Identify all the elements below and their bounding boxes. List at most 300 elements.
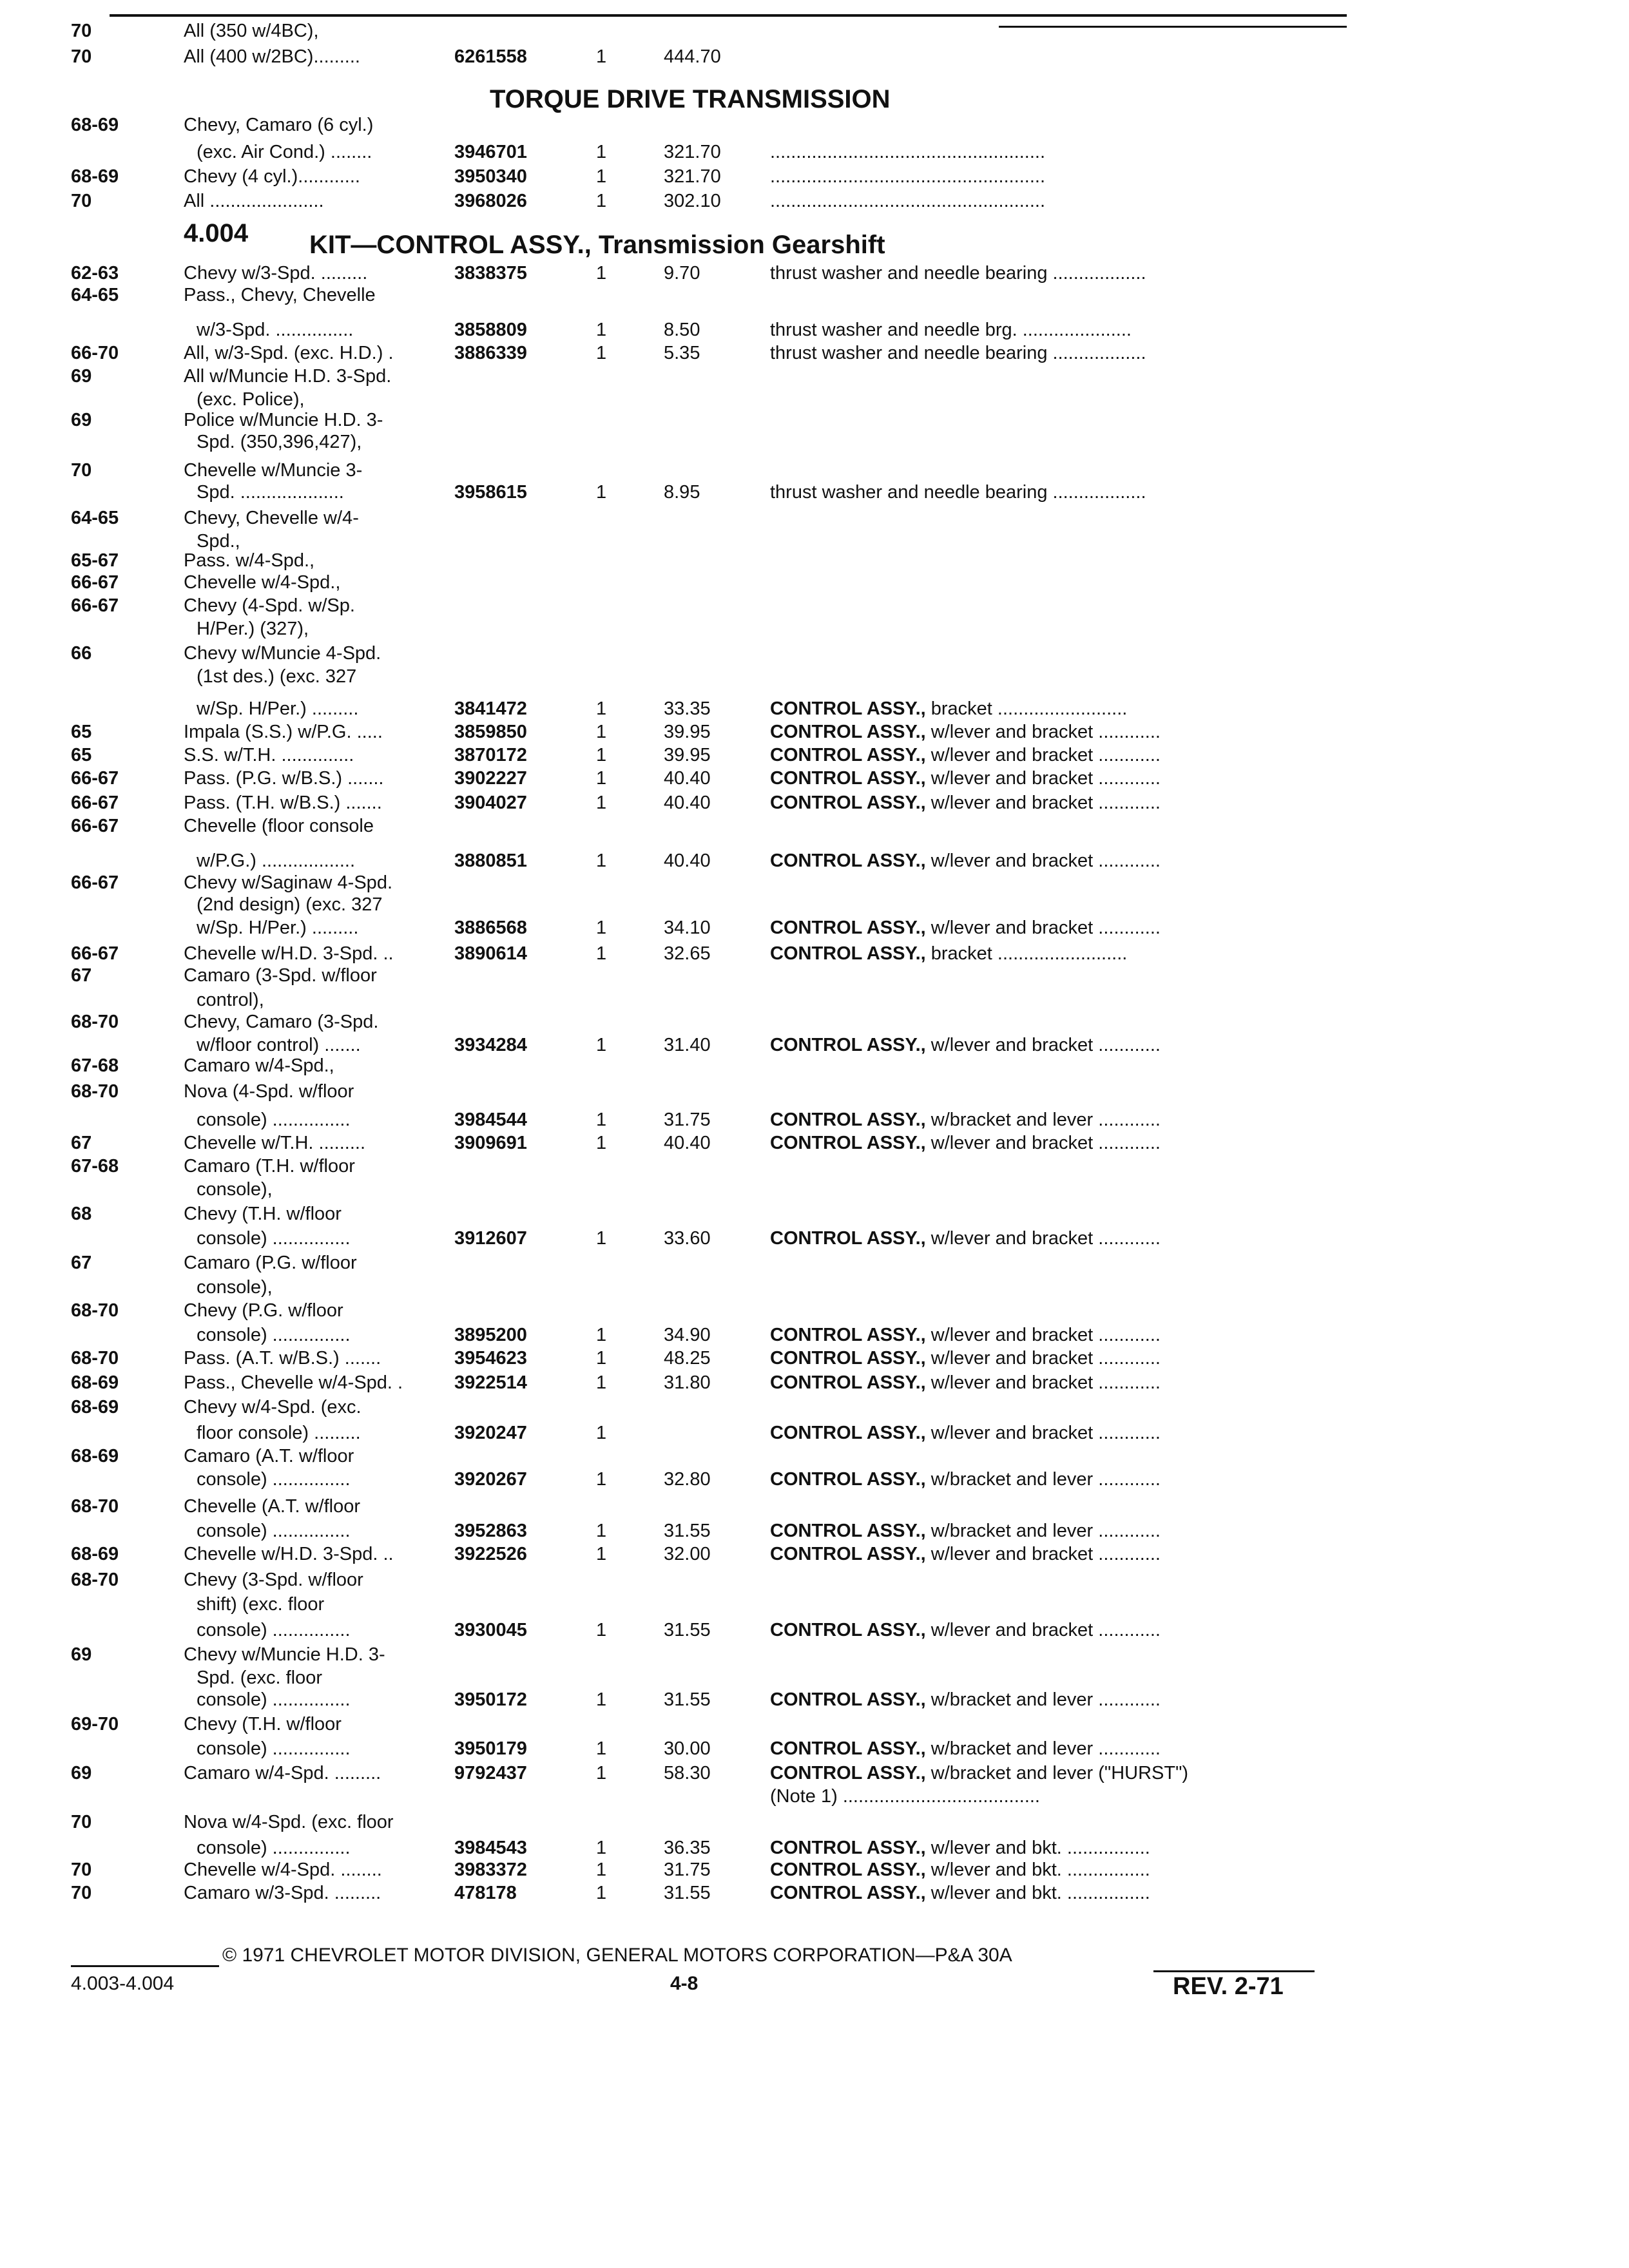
table-row (0, 1737, 1629, 1763)
application: Chevy w/Saginaw 4-Spd. (184, 872, 392, 893)
table-row (0, 19, 1629, 45)
application: Camaro (A.T. w/floor (184, 1446, 354, 1466)
model-year: 66-67 (71, 816, 119, 836)
part-number: 3946701 (454, 142, 527, 162)
table-row (0, 1299, 1629, 1325)
table-row (0, 1010, 1629, 1036)
part-number: 3958615 (454, 482, 527, 503)
model-year: 68-70 (71, 1496, 119, 1517)
model-year: 68-69 (71, 166, 119, 187)
quantity: 1 (596, 1035, 607, 1055)
table-row (0, 893, 1629, 919)
part-number: 3968026 (454, 191, 527, 211)
table-row (0, 617, 1629, 643)
table-row (0, 1108, 1629, 1134)
application: (1st des.) (exc. 327 (197, 666, 357, 687)
model-year: 68 (71, 1204, 92, 1224)
description: CONTROL ASSY., w/lever and bracket ............ (770, 1133, 1161, 1153)
description: CONTROL ASSY., w/lever and bracket ............ (770, 722, 1161, 742)
model-year: 68-70 (71, 1081, 119, 1102)
application: Chevy, Camaro (6 cyl.) (184, 115, 374, 135)
model-year: 66-67 (71, 572, 119, 593)
quantity: 1 (596, 142, 607, 162)
description: CONTROL ASSY., w/bracket and lever ("HURST") (770, 1763, 1189, 1783)
application: console), (197, 1179, 273, 1200)
table-row (0, 189, 1629, 215)
price: 33.60 (664, 1228, 711, 1249)
table-row (0, 1251, 1629, 1277)
table-row (0, 1227, 1629, 1253)
part-number: 3841472 (454, 698, 527, 719)
quantity: 1 (596, 1133, 607, 1153)
quantity: 1 (596, 1325, 607, 1345)
price: 34.90 (664, 1325, 711, 1345)
table-row (0, 1396, 1629, 1421)
table-row (0, 1495, 1629, 1521)
model-year: 68-69 (71, 1372, 119, 1393)
application: Pass. (T.H. w/B.S.) ....... (184, 793, 382, 813)
table-row (0, 341, 1629, 367)
quantity: 1 (596, 1738, 607, 1759)
price: 31.55 (664, 1521, 711, 1541)
table-row (0, 1202, 1629, 1228)
price: 40.40 (664, 1133, 711, 1153)
application: control), (197, 990, 264, 1010)
part-number: 3984544 (454, 1110, 527, 1130)
part-number: 3870172 (454, 745, 527, 765)
quantity: 1 (596, 698, 607, 719)
model-year: 70 (71, 1812, 92, 1832)
table-row (0, 506, 1629, 532)
application: Spd. (exc. floor (197, 1667, 323, 1688)
quantity: 1 (596, 793, 607, 813)
quantity: 1 (596, 1544, 607, 1564)
table-row (0, 594, 1629, 620)
application: All (350 w/4BC), (184, 21, 319, 41)
description: CONTROL ASSY., w/lever and bkt. ................ (770, 1860, 1150, 1880)
quantity: 1 (596, 1620, 607, 1640)
table-row (0, 45, 1629, 71)
quantity: 1 (596, 1860, 607, 1880)
application: console) ............... (197, 1738, 351, 1759)
application: w/floor control) ....... (197, 1035, 361, 1055)
description: CONTROL ASSY., bracket ......................... (770, 943, 1128, 964)
description: CONTROL ASSY., w/lever and bracket ............ (770, 768, 1161, 789)
description: CONTROL ASSY., w/bracket and lever ............ (770, 1110, 1161, 1130)
table-row (0, 1468, 1629, 1494)
application: Chevy w/4-Spd. (exc. (184, 1397, 361, 1418)
application: Chevelle (floor console (184, 816, 374, 836)
model-year: 70 (71, 1860, 92, 1880)
quantity: 1 (596, 263, 607, 284)
price: 32.00 (664, 1544, 711, 1564)
table-row (0, 744, 1629, 769)
model-year: 67-68 (71, 1055, 119, 1076)
table-row (0, 1593, 1629, 1619)
price: 31.55 (664, 1883, 711, 1903)
application: All ...................... (184, 191, 324, 211)
description: CONTROL ASSY., w/lever and bkt. ................ (770, 1838, 1150, 1858)
model-year: 69 (71, 1644, 92, 1665)
application: Spd. .................... (197, 482, 344, 503)
quantity: 1 (596, 320, 607, 340)
table-row (0, 791, 1629, 817)
model-year: 66-67 (71, 768, 119, 789)
model-year: 65 (71, 745, 92, 765)
application: Chevy, Camaro (3-Spd. (184, 1012, 379, 1032)
quantity: 1 (596, 1689, 607, 1710)
table-row (0, 1643, 1629, 1669)
part-number: 3950172 (454, 1689, 527, 1710)
model-year: 65 (71, 722, 92, 742)
part-number: 3922526 (454, 1544, 527, 1564)
torque-drive-heading: TORQUE DRIVE TRANSMISSION (490, 85, 891, 113)
part-number: 478178 (454, 1883, 517, 1903)
price: 58.30 (664, 1763, 711, 1783)
description: CONTROL ASSY., w/lever and bracket ............ (770, 1423, 1161, 1443)
description: thrust washer and needle bearing .................. (770, 343, 1146, 363)
description: CONTROL ASSY., bracket ......................... (770, 698, 1128, 719)
price: 32.80 (664, 1469, 711, 1490)
application: Nova (4-Spd. w/floor (184, 1081, 354, 1102)
table-row (0, 1080, 1629, 1106)
application: Chevy (P.G. w/floor (184, 1300, 343, 1321)
price: 31.55 (664, 1620, 711, 1640)
part-number: 3983372 (454, 1860, 527, 1880)
application: All, w/3-Spd. (exc. H.D.) . (184, 343, 394, 363)
application: console) ............... (197, 1469, 351, 1490)
model-year: 66-67 (71, 595, 119, 616)
part-number: 3859850 (454, 722, 527, 742)
application: w/Sp. H/Per.) ......... (197, 698, 359, 719)
quantity: 1 (596, 722, 607, 742)
price: 48.25 (664, 1348, 711, 1369)
quantity: 1 (596, 918, 607, 938)
description: ..................................................... (770, 191, 1046, 211)
description: CONTROL ASSY., w/lever and bracket ............ (770, 850, 1161, 871)
quantity: 1 (596, 1228, 607, 1249)
model-year: 66-67 (71, 872, 119, 893)
part-number: 3890614 (454, 943, 527, 964)
part-number: 3920247 (454, 1423, 527, 1443)
description: CONTROL ASSY., w/lever and bracket ............ (770, 918, 1161, 938)
application: Impala (S.S.) w/P.G. ..... (184, 722, 383, 742)
application: console), (197, 1277, 273, 1298)
application: console) ............... (197, 1838, 351, 1858)
price: 40.40 (664, 768, 711, 789)
table-row (0, 1276, 1629, 1302)
model-year: 70 (71, 1883, 92, 1903)
application: All w/Muncie H.D. 3-Spd. (184, 366, 392, 387)
part-number: 6261558 (454, 46, 527, 67)
description: ..................................................... (770, 142, 1046, 162)
kit-number: 4.004 (184, 219, 249, 247)
table-row (0, 140, 1629, 166)
table-row (0, 1688, 1629, 1714)
application: Camaro (3-Spd. w/floor (184, 965, 377, 986)
price: 302.10 (664, 191, 721, 211)
table-row (0, 767, 1629, 793)
quantity: 1 (596, 850, 607, 871)
price: 36.35 (664, 1838, 711, 1858)
part-number: 3895200 (454, 1325, 527, 1345)
model-year: 68-70 (71, 1348, 119, 1369)
table-row (0, 1347, 1629, 1372)
application: console) ............... (197, 1110, 351, 1130)
description: CONTROL ASSY., w/lever and bkt. ................ (770, 1883, 1150, 1903)
table-row (0, 814, 1629, 840)
part-number: 3920267 (454, 1469, 527, 1490)
description: CONTROL ASSY., w/bracket and lever ............ (770, 1521, 1161, 1541)
price: 40.40 (664, 793, 711, 813)
model-year: 68-70 (71, 1300, 119, 1321)
footer-page-number: 4-8 (670, 1973, 699, 1994)
description: CONTROL ASSY., w/bracket and lever ............ (770, 1469, 1161, 1490)
table-row (0, 1858, 1629, 1884)
part-number: 3886568 (454, 918, 527, 938)
application: Pass. (P.G. w/B.S.) ....... (184, 768, 384, 789)
application: Nova w/4-Spd. (exc. floor (184, 1812, 394, 1832)
price: 8.50 (664, 320, 700, 340)
application: Chevy w/3-Spd. ......... (184, 263, 368, 284)
price: 39.95 (664, 745, 711, 765)
model-year: 67 (71, 1133, 92, 1153)
table-row (0, 1421, 1629, 1447)
price: 9.70 (664, 263, 700, 284)
price: 34.10 (664, 918, 711, 938)
quantity: 1 (596, 768, 607, 789)
model-year: 70 (71, 191, 92, 211)
application: console) ............... (197, 1521, 351, 1541)
price: 321.70 (664, 142, 721, 162)
quantity: 1 (596, 943, 607, 964)
model-year: 69 (71, 366, 92, 387)
part-number: 3904027 (454, 793, 527, 813)
part-number: 3930045 (454, 1620, 527, 1640)
table-row (0, 1568, 1629, 1594)
footer-rule-left (71, 1965, 219, 1967)
model-year: 67 (71, 1253, 92, 1273)
application: w/3-Spd. ............... (197, 320, 354, 340)
application: Pass. (A.T. w/B.S.) ....... (184, 1348, 381, 1369)
application: All (400 w/2BC)......... (184, 46, 360, 67)
footer-copyright: © 1971 CHEVROLET MOTOR DIVISION, GENERAL MOTORS CORPORATION—P&A 30A (222, 1945, 1012, 1966)
part-number: 3950340 (454, 166, 527, 187)
description: CONTROL ASSY., w/lever and bracket ............ (770, 1372, 1161, 1393)
model-year: 66 (71, 643, 92, 664)
part-number: 3909691 (454, 1133, 527, 1153)
part-number: 3886339 (454, 343, 527, 363)
quantity: 1 (596, 1372, 607, 1393)
table-row (0, 113, 1629, 139)
quantity: 1 (596, 745, 607, 765)
application: (exc. Air Cond.) ........ (197, 142, 372, 162)
part-number: 3954623 (454, 1348, 527, 1369)
part-number: 3984543 (454, 1838, 527, 1858)
part-number: 3858809 (454, 320, 527, 340)
table-row (0, 165, 1629, 191)
table-row (0, 1881, 1629, 1907)
price: 31.55 (664, 1689, 711, 1710)
table-row (0, 284, 1629, 309)
model-year: 64-65 (71, 508, 119, 528)
table-row (0, 571, 1629, 597)
table-row (0, 1785, 1629, 1811)
table-row (0, 1323, 1629, 1349)
description: CONTROL ASSY., w/bracket and lever ............ (770, 1689, 1161, 1710)
application: floor console) ......... (197, 1423, 361, 1443)
price: 5.35 (664, 343, 700, 363)
table-row (0, 697, 1629, 723)
model-year: 70 (71, 460, 92, 481)
application: Chevelle w/T.H. ......... (184, 1133, 366, 1153)
application: Chevy w/Muncie 4-Spd. (184, 643, 381, 664)
table-row (0, 1155, 1629, 1180)
part-number: 3922514 (454, 1372, 527, 1393)
application: Chevy (3-Spd. w/floor (184, 1570, 363, 1590)
description: CONTROL ASSY., w/lever and bracket ............ (770, 1325, 1161, 1345)
application: Chevy, Chevelle w/4- (184, 508, 359, 528)
footer-revision: REV. 2-71 (1173, 1973, 1284, 2000)
description: thrust washer and needle bearing .................. (770, 482, 1146, 503)
model-year: 69 (71, 1763, 92, 1783)
application: console) ............... (197, 1228, 351, 1249)
table-row (0, 1811, 1629, 1836)
table-row (0, 916, 1629, 942)
application: (exc. Police), (197, 389, 305, 410)
description: CONTROL ASSY., w/lever and bracket ............ (770, 1544, 1161, 1564)
model-year: 66-67 (71, 793, 119, 813)
application: console) ............... (197, 1620, 351, 1640)
table-row (0, 1371, 1629, 1397)
application: Chevy (T.H. w/floor (184, 1204, 342, 1224)
table-row (0, 1713, 1629, 1738)
application: Camaro w/4-Spd. ......... (184, 1763, 381, 1783)
model-year: 62-63 (71, 263, 119, 284)
table-row (0, 1131, 1629, 1157)
model-year: 68-69 (71, 115, 119, 135)
application: Spd., (197, 531, 240, 552)
table-row (0, 1762, 1629, 1787)
application: w/Sp. H/Per.) ......... (197, 918, 359, 938)
quantity: 1 (596, 1110, 607, 1130)
application: Chevelle w/H.D. 3-Spd. .. (184, 943, 394, 964)
application: Chevy (T.H. w/floor (184, 1714, 342, 1735)
price: 321.70 (664, 166, 721, 187)
application: Chevy w/Muncie H.D. 3- (184, 1644, 385, 1665)
part-number: 3912607 (454, 1228, 527, 1249)
description: thrust washer and needle bearing .................. (770, 263, 1146, 284)
model-year: 68-70 (71, 1570, 119, 1590)
application: Pass., Chevelle w/4-Spd. . (184, 1372, 403, 1393)
table-row (0, 1178, 1629, 1204)
model-year: 67-68 (71, 1156, 119, 1177)
application: S.S. w/T.H. .............. (184, 745, 354, 765)
model-year: 69-70 (71, 1714, 119, 1735)
part-number: 3952863 (454, 1521, 527, 1541)
price: 31.75 (664, 1860, 711, 1880)
table-row (0, 720, 1629, 746)
quantity: 1 (596, 343, 607, 363)
application: Police w/Muncie H.D. 3- (184, 410, 383, 430)
description: (Note 1) ...................................... (770, 1786, 1040, 1807)
model-year: 68-69 (71, 1446, 119, 1466)
table-row (0, 318, 1629, 344)
part-number: 3934284 (454, 1035, 527, 1055)
model-year: 68-70 (71, 1012, 119, 1032)
price: 31.40 (664, 1035, 711, 1055)
application: Camaro w/4-Spd., (184, 1055, 334, 1076)
price: 33.35 (664, 698, 711, 719)
table-row (0, 365, 1629, 390)
model-year: 66-70 (71, 343, 119, 363)
application: Chevelle w/Muncie 3- (184, 460, 363, 481)
table-row (0, 1519, 1629, 1545)
quantity: 1 (596, 1763, 607, 1783)
quantity: 1 (596, 482, 607, 503)
quantity: 1 (596, 191, 607, 211)
application: Camaro (T.H. w/floor (184, 1156, 355, 1177)
price: 8.95 (664, 482, 700, 503)
table-row (0, 430, 1629, 456)
part-number: 3950179 (454, 1738, 527, 1759)
footer-rule-right (1153, 1970, 1315, 1972)
model-year: 65-67 (71, 550, 119, 571)
quantity: 1 (596, 1521, 607, 1541)
price: 40.40 (664, 850, 711, 871)
application: Chevy (4 cyl.)............ (184, 166, 360, 187)
quantity: 1 (596, 1883, 607, 1903)
price: 32.65 (664, 943, 711, 964)
model-year: 66-67 (71, 943, 119, 964)
application: Camaro w/3-Spd. ......... (184, 1883, 381, 1903)
application: Pass., Chevy, Chevelle (184, 285, 376, 305)
price: 31.75 (664, 1110, 711, 1130)
table-row (0, 1619, 1629, 1644)
model-year: 70 (71, 46, 92, 67)
description: CONTROL ASSY., w/lever and bracket ............ (770, 1620, 1161, 1640)
description: CONTROL ASSY., w/lever and bracket ............ (770, 1348, 1161, 1369)
price: 30.00 (664, 1738, 711, 1759)
model-year: 69 (71, 410, 92, 430)
footer-section-range: 4.003-4.004 (71, 1973, 175, 1994)
table-row (0, 481, 1629, 506)
part-number: 3880851 (454, 850, 527, 871)
model-year: 70 (71, 21, 92, 41)
quantity: 1 (596, 1348, 607, 1369)
quantity: 1 (596, 1469, 607, 1490)
quantity: 1 (596, 166, 607, 187)
model-year: 67 (71, 965, 92, 986)
price: 444.70 (664, 46, 721, 67)
table-row (0, 665, 1629, 691)
application: Chevelle w/4-Spd. ........ (184, 1860, 382, 1880)
application: Chevelle w/H.D. 3-Spd. .. (184, 1544, 394, 1564)
part-number: 3838375 (454, 263, 527, 284)
quantity: 1 (596, 1838, 607, 1858)
application: Chevy (4-Spd. w/Sp. (184, 595, 355, 616)
price: 31.80 (664, 1372, 711, 1393)
application: H/Per.) (327), (197, 619, 309, 639)
application: Camaro (P.G. w/floor (184, 1253, 357, 1273)
table-row (0, 642, 1629, 668)
table-row (0, 964, 1629, 990)
description: CONTROL ASSY., w/lever and bracket ............ (770, 793, 1161, 813)
description: CONTROL ASSY., w/lever and bracket ............ (770, 745, 1161, 765)
kit-title: KIT—CONTROL ASSY., Transmission Gearshift (309, 231, 885, 259)
application: w/P.G.) .................. (197, 850, 356, 871)
application: console) ............... (197, 1689, 351, 1710)
